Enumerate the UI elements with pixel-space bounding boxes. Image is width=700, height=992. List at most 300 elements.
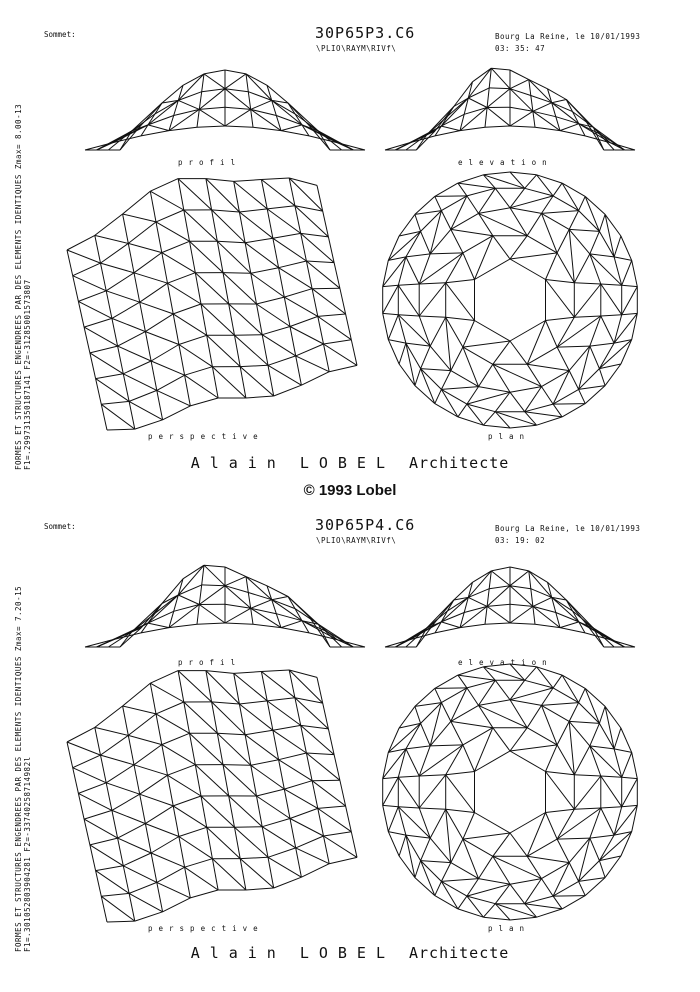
wireframe-edge [441, 387, 478, 390]
wireframe-edge [621, 832, 632, 856]
wireframe-edge [468, 88, 489, 98]
wireframe-edge [168, 775, 174, 806]
wireframe-edge [562, 896, 585, 909]
architect-role: Architecte [409, 944, 509, 962]
wireframe-edge [185, 375, 219, 398]
wireframe-edge [441, 126, 460, 131]
wireframe-edge [95, 706, 123, 727]
wireframe-edge [225, 623, 253, 624]
wireframe-edge [574, 283, 601, 284]
wireframe-edge [251, 273, 284, 297]
wireframe-edge [415, 386, 435, 404]
wireframe-edge [569, 721, 590, 746]
wireframe-edge [419, 808, 446, 809]
wireframe-edge [458, 896, 467, 909]
wireframe-edge [101, 893, 129, 896]
wireframe-edge [317, 677, 323, 703]
wireframe-edge [435, 688, 442, 702]
wireframe-edge [134, 273, 168, 283]
wireframe-edge [529, 80, 548, 89]
wireframe-edge [324, 344, 330, 372]
wireframe-edge [553, 404, 585, 405]
wireframe-edge [150, 683, 184, 702]
wireframe-edge [67, 250, 73, 276]
wireframe-edge [463, 253, 475, 280]
wireframe-edge [129, 893, 163, 911]
wireframe-edge [150, 179, 178, 192]
wireframe-edge [162, 253, 196, 273]
wireframe-edge [162, 241, 190, 252]
wireframe-edge [123, 706, 129, 735]
wireframe-edge [206, 671, 234, 674]
wireframe-edge [268, 356, 296, 365]
wireframe-edge [463, 745, 475, 772]
wireframe-edge [406, 343, 430, 346]
wireframe-edge [150, 671, 178, 684]
wireframe-edge [157, 375, 185, 390]
wireframe-edge [468, 98, 487, 108]
architect-first-name: Alain [191, 454, 286, 472]
perspective-view [67, 670, 357, 922]
wireframe-edge [248, 92, 271, 101]
sidebar-title-line: FORMES ET STRUCTURES ENGENDREES PAR DES ELEMENTS IDENTIQUES Zmax= 7.20-15 [14, 502, 23, 952]
wireframe-edge [415, 861, 421, 878]
sommet-label: Sommet: [44, 30, 76, 39]
wireframe-edge [123, 214, 156, 222]
wireframe-edge [78, 291, 106, 302]
wireframe-edge [557, 839, 569, 863]
wireframe-edge [463, 813, 475, 840]
wireframe-edge [398, 776, 419, 777]
wireframe-edge [151, 853, 185, 867]
wireframe-edge [101, 401, 129, 404]
wireframe-edge [441, 622, 460, 628]
wireframe-edge [90, 346, 118, 353]
wireframe-edge [140, 283, 168, 302]
wireframe-edge [479, 856, 493, 878]
wireframe-edge [419, 253, 463, 284]
wireframe-edge [622, 285, 638, 286]
wireframe-edge [178, 92, 201, 101]
wireframe-edge [162, 745, 196, 765]
wireframe-edge [479, 700, 511, 706]
wireframe-edge [451, 721, 463, 745]
wireframe-edge [145, 332, 179, 345]
wireframe-edge [284, 297, 318, 316]
wireframe-edge [95, 235, 129, 243]
wireframe-edge [351, 340, 357, 366]
profil-view [85, 70, 365, 150]
wireframe-edge [151, 345, 179, 362]
wireframe-edge [246, 74, 267, 85]
wireframe-edge [112, 318, 145, 331]
wireframe-edge [533, 111, 535, 127]
wireframe-edge [510, 70, 529, 80]
wireframe-edge [318, 624, 353, 647]
wireframe-edge [419, 775, 446, 776]
wireframe-edge [451, 371, 479, 387]
sidebar-title-line: FORMES ET STRUCTURES ENGENDREES PAR DES ELEMENTS IDENTIQUES Zmax= 8.00-13 [14, 20, 23, 470]
wireframe-edge [622, 260, 632, 285]
wireframe-edge [491, 68, 510, 89]
wireframe-edge [590, 835, 614, 838]
wireframe-edge [225, 74, 246, 89]
wireframe-edge [73, 263, 101, 276]
wireframe-edge [525, 904, 562, 909]
wireframe-edge [479, 387, 511, 393]
wireframe-edge [510, 111, 533, 126]
wireframe-edge [546, 317, 575, 320]
wireframe-edge [257, 789, 285, 796]
wireframe-edge [599, 369, 605, 386]
wireframe-edge [150, 683, 156, 714]
wireframe-edge [199, 586, 225, 605]
wireframe-edge [463, 347, 493, 364]
wireframe-edge [446, 809, 475, 812]
wireframe-edge [148, 125, 169, 131]
wireframe-edge [579, 196, 586, 210]
wireframe-edge [290, 819, 296, 848]
wireframe-edge [96, 374, 124, 379]
wireframe-edge [268, 857, 301, 877]
wireframe-edge [284, 297, 290, 326]
wireframe-edge [601, 316, 614, 343]
wireframe-edge [279, 760, 285, 789]
wireframe-edge [601, 807, 622, 808]
wireframe-edge [199, 92, 201, 110]
wireframe-edge [599, 343, 614, 369]
wireframe-edge [274, 385, 302, 396]
wireframe-edge [281, 621, 302, 628]
wireframe-edge [458, 183, 495, 188]
wireframe-edge [479, 364, 493, 386]
plan-view [383, 172, 638, 428]
wireframe-edge [574, 746, 590, 775]
wireframe-edge [614, 257, 632, 261]
wireframe-edge [84, 819, 90, 845]
wireframe-edge [446, 745, 463, 775]
wireframe-edge [290, 819, 324, 837]
wireframe-edge [151, 837, 179, 854]
wireframe-edge [179, 335, 207, 344]
wireframe-edge [156, 714, 162, 745]
wireframe-edge [225, 107, 251, 109]
wireframe-edge [140, 302, 146, 331]
wireframe-edge [421, 723, 431, 746]
wireframe-edge [273, 730, 307, 753]
architect-last-name: LOBEL [300, 454, 395, 472]
wireframe-edge [140, 794, 174, 806]
wireframe-edge [487, 604, 510, 606]
wireframe-edge [475, 236, 493, 280]
wireframe-edge [162, 745, 168, 776]
wireframe-edge [451, 839, 463, 863]
wireframe-edge [273, 238, 307, 261]
plan-label: plan [488, 924, 530, 933]
wireframe-edge [585, 196, 605, 214]
wireframe-edge [546, 809, 575, 812]
wireframe-edge [487, 89, 510, 108]
wireframe-edge [632, 260, 638, 286]
wireframe-edge [415, 878, 435, 896]
wireframe-edge [525, 680, 553, 688]
wireframe-edge [590, 838, 600, 861]
wireframe-edge [406, 257, 419, 284]
wireframe-edge [451, 721, 493, 727]
wireframe-edge [398, 777, 419, 808]
wireframe-edge [279, 268, 313, 289]
wireframe-edge [510, 172, 537, 175]
wireframe-edge [510, 606, 533, 623]
wireframe-edge [479, 879, 511, 885]
place-date: Bourg La Reine, le 10/01/1993 [495, 32, 640, 41]
wireframe-edge [296, 356, 302, 385]
wireframe-edge [276, 116, 302, 125]
wireframe-edge [435, 881, 442, 895]
wireframe-edge [621, 340, 632, 364]
wireframe-edge [157, 867, 185, 882]
wireframe-edge [173, 796, 201, 806]
wireframe-edge [510, 813, 546, 834]
perspective-view [67, 178, 357, 430]
wireframe-edge [96, 871, 130, 894]
wireframe-edge [173, 806, 207, 827]
wireframe-edge [112, 302, 140, 318]
wireframe-edge [446, 772, 475, 775]
perspective-label: perspective [148, 432, 264, 441]
wireframe-edge [435, 131, 460, 136]
wireframe-edge [129, 401, 163, 419]
wireframe-edge [290, 808, 318, 818]
wireframe-edge [245, 243, 279, 268]
wireframe-edge [128, 222, 156, 244]
drawing-sheet-2 [0, 512, 700, 992]
wireframe-edge [510, 392, 525, 412]
wireframe-edge [441, 881, 458, 909]
wireframe-edge [430, 317, 446, 346]
wireframe-edge [553, 896, 562, 909]
wireframe-edge [421, 346, 431, 369]
wireframe-edge [296, 848, 330, 864]
wireframe-edge [145, 314, 173, 332]
wireframe-edge [197, 126, 225, 127]
wireframe-edge [329, 857, 357, 863]
wireframe-edge [585, 688, 599, 723]
wireframe-edge [324, 836, 358, 857]
wireframe-edge [235, 827, 263, 828]
wireframe-edge [383, 313, 389, 339]
wireframe-edge [510, 571, 529, 586]
wireframe-edge [273, 238, 279, 267]
wireframe-edge [487, 606, 510, 623]
wireframe-edge [525, 175, 537, 189]
wireframe-edge [560, 131, 585, 136]
wireframe-edge [284, 289, 312, 297]
wireframe-edge [451, 229, 493, 235]
wireframe-edge [246, 396, 274, 398]
wireframe-edge [383, 777, 399, 778]
wireframe-edge [67, 727, 95, 742]
wireframe-edge [106, 765, 134, 783]
wireframe-edge [279, 261, 307, 268]
wireframe-edge [145, 824, 179, 837]
wireframe-edge [574, 316, 601, 317]
wireframe-edge [272, 597, 288, 600]
wireframe-edge [525, 667, 537, 681]
wireframe-edge [527, 813, 545, 857]
wireframe-edge [569, 703, 578, 722]
wireframe-edge [199, 109, 225, 126]
wireframe-edge [446, 775, 475, 813]
wireframe-edge [251, 109, 253, 127]
wireframe-edge [557, 316, 601, 347]
wireframe-edge [601, 284, 622, 285]
wireframe-edge [173, 806, 179, 837]
elevation-view [385, 567, 635, 647]
wireframe-edge [622, 779, 638, 807]
wireframe-edge [579, 688, 586, 702]
wireframe-edge [383, 805, 399, 806]
wireframe-edge [118, 838, 124, 866]
wireframe-edge [562, 404, 585, 417]
wireframe-edge [441, 881, 467, 896]
wireframe-edge [557, 229, 569, 253]
wireframe-edge [225, 126, 253, 127]
wireframe-edge [529, 571, 548, 582]
wireframe-edge [557, 809, 574, 839]
wireframe-edge [560, 628, 585, 633]
wireframe-edge [475, 813, 511, 834]
wireframe-edge [458, 667, 484, 675]
wireframe-edge [123, 374, 157, 391]
wireframe-edge [495, 884, 510, 904]
wireframe-edge [290, 316, 318, 326]
wireframe-edge [78, 301, 112, 318]
wireframe-edge [419, 808, 430, 838]
wireframe-edge [151, 361, 185, 375]
wireframe-edge [245, 730, 273, 734]
plan-label: plan [488, 432, 530, 441]
wireframe-edge [398, 315, 430, 346]
wireframe-edge [318, 316, 324, 344]
wireframe-edge [84, 819, 118, 838]
wireframe-edge [383, 805, 389, 831]
wireframe-edge [281, 125, 302, 131]
wireframe-edge [398, 284, 419, 285]
wireframe-edge [435, 389, 442, 403]
wireframe-edge [458, 183, 467, 196]
wireframe-edge [140, 775, 168, 794]
wireframe-edge [491, 567, 510, 571]
wireframe-edge [235, 335, 263, 336]
wireframe-edge [234, 180, 262, 182]
wireframe-edge [134, 745, 162, 765]
wireframe-edge [542, 213, 558, 253]
wireframe-edge [185, 367, 213, 376]
wireframe-edge [546, 280, 575, 283]
wireframe-edge [178, 100, 199, 109]
wireframe-edge [614, 728, 621, 749]
wireframe-edge [475, 751, 511, 772]
wireframe-edge [318, 808, 324, 836]
wireframe-edge [574, 775, 601, 776]
wireframe-edge [485, 126, 510, 127]
perspective-label: perspective [148, 924, 264, 933]
wireframe-edge [510, 680, 525, 700]
wireframe-edge [67, 742, 101, 755]
wireframe-edge [168, 775, 202, 796]
wireframe-edge [463, 728, 493, 745]
wireframe-edge [257, 297, 285, 304]
wireframe-edge [225, 567, 246, 577]
wireframe-edge [156, 714, 190, 733]
wireframe-edge [542, 703, 579, 706]
wireframe-edge [475, 259, 511, 280]
wireframe-edge [557, 721, 569, 745]
wireframe-edge [262, 819, 290, 827]
wireframe-edge [398, 807, 419, 808]
wireframe-edge [279, 268, 285, 297]
wireframe-edge [419, 316, 430, 346]
wireframe-edge [245, 735, 279, 760]
wireframe-edge [430, 838, 451, 863]
wireframe-edge [279, 760, 313, 781]
wireframe-edge [246, 577, 267, 586]
wireframe-edge [318, 316, 352, 339]
wireframe-edge [234, 672, 262, 674]
wireframe-edge [590, 254, 601, 284]
architect-role: Architecte [409, 454, 509, 472]
architect-signature [0, 454, 700, 472]
wireframe-edge [284, 789, 318, 808]
wireframe-edge [95, 727, 101, 755]
elevation-view [385, 68, 635, 150]
wireframe-edge [632, 752, 638, 778]
wireframe-edge [557, 317, 574, 347]
wireframe-edge [267, 701, 301, 726]
drawing-sheet-1 [0, 0, 700, 480]
wireframe-edge [204, 565, 225, 567]
wireframe-edge [197, 109, 199, 127]
place-date: Bourg La Reine, le 10/01/1993 [495, 524, 640, 533]
wireframe-edge [262, 827, 296, 848]
wireframe-edge [585, 688, 605, 706]
wireframe-edge [560, 622, 579, 628]
wireframe-edge [458, 175, 484, 183]
wireframe-edge [430, 346, 451, 371]
wireframe-edge [463, 321, 475, 348]
wireframe-edge [135, 912, 163, 921]
wireframe-edge [134, 765, 140, 794]
wireframe-edge [296, 356, 330, 372]
wireframe-edge [419, 745, 463, 776]
wireframe-edge [261, 178, 289, 180]
wireframe-edge [135, 420, 163, 429]
wireframe-edge [318, 314, 346, 316]
wireframe-edge [225, 109, 251, 126]
wireframe-edge [199, 605, 225, 624]
wireframe-edge [435, 688, 467, 689]
wireframe-edge [168, 283, 202, 304]
wireframe-edge [510, 700, 542, 706]
profil-label: profil [178, 158, 241, 167]
wireframe-edge [257, 304, 291, 327]
wireframe-edge [132, 604, 162, 632]
wireframe-edge [487, 589, 489, 607]
wireframe-edge [240, 857, 268, 858]
wireframe-edge [145, 824, 151, 853]
wireframe-edge [257, 796, 291, 819]
